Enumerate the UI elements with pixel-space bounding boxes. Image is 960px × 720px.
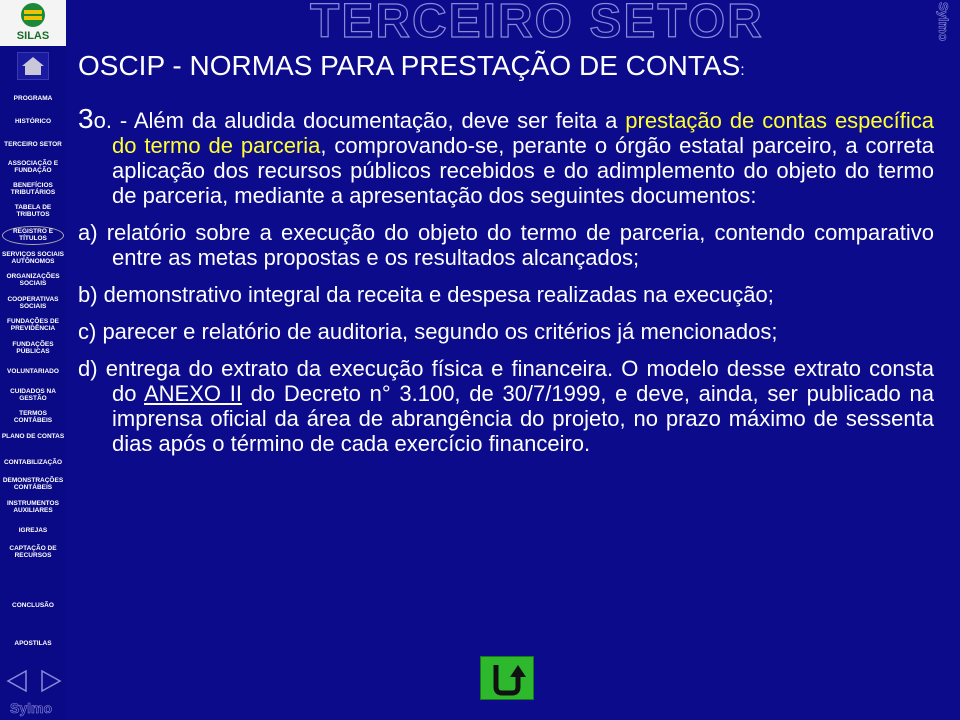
nav-plano-contas[interactable]: PLANO DE CONTAS: [1, 433, 65, 440]
nav-apostilas[interactable]: APOSTILAS: [14, 640, 52, 647]
nav-organizacoes-sociais[interactable]: ORGANIZAÇÕES SOCIAIS: [6, 273, 60, 287]
nav-beneficios-tributarios[interactable]: BENEFÍCIOS TRIBUTÁRIOS: [10, 182, 56, 196]
sylmo-watermark-top: Sylmo: [936, 2, 951, 42]
nav-fundacoes-previdencia[interactable]: FUNDAÇÕES DE PREVIDÊNCIA: [6, 318, 59, 332]
highlighted-text: prestação de contas específica do termo de parceria: [112, 108, 934, 158]
anexo-ii-link[interactable]: ANEXO II: [143, 381, 242, 406]
silas-logo: [0, 0, 66, 46]
nav-associacao-fundacao[interactable]: ASSOCIAÇÃO E FUNDAÇÃO: [7, 160, 59, 174]
nav-arrows: [4, 668, 64, 694]
paragraph-3: 3o. - Além da aludida documentação, deve ser feita a prestação de contas específica do termo de parceria, comprovando-se, perante o órgão estatal parceiro, a correta aplicação dos recursos públicos recebidos e do adimplemento do objeto do termo de parceria, mediante a apresentação dos seguintes documentos:: [78, 103, 934, 208]
nav-instrumentos-auxiliares[interactable]: INSTRUMENTOS AUXILIARES: [7, 500, 59, 514]
nav-termos-contabeis[interactable]: TERMOS CONTÁBEIS: [13, 410, 53, 424]
nav-captacao-recursos[interactable]: CAPTAÇÃO DE RECURSOS: [9, 545, 57, 559]
nav-terceiro-setor[interactable]: TERCEIRO SETOR: [4, 141, 62, 148]
slide-body: [78, 103, 934, 468]
item-c: c) parecer e relatório de auditoria, segundo os critérios já mencionados;: [78, 319, 778, 344]
item-b: b) demonstrativo integral da receita e despesa realizadas na execução;: [78, 282, 774, 307]
nav-registro-titulos[interactable]: REGISTRO E TÍTULOS: [2, 226, 64, 245]
nav-tabela-tributos[interactable]: TABELA DE TRIBUTOS: [14, 204, 52, 218]
nav-fundacoes-publicas[interactable]: FUNDAÇÕES PÚBLICAS: [12, 341, 54, 355]
sylmo-watermark-bottom: Sylmo: [10, 700, 53, 716]
slide-title: OSCIP - NORMAS PARA PRESTAÇÃO DE CONTAS:: [78, 50, 745, 81]
sidebar: [0, 0, 66, 720]
prev-arrow-icon[interactable]: [8, 671, 26, 691]
nav-servicos-sociais[interactable]: SERVIÇOS SOCIAIS AUTÔNOMOS: [1, 251, 64, 265]
item-d: d) entrega do extrato da execução física e financeira. O modelo desse extrato consta do ANEXO II do Decreto n° 3.100, de 30/7/1999, e deve, ainda, ser publicado na imprensa oficial da área de abrangência do projeto, no prazo máximo de sessenta dias após o término de cada exercício financeiro.: [78, 356, 934, 456]
logo-text: SILAS: [16, 30, 50, 42]
nav-igrejas[interactable]: IGREJAS: [18, 527, 48, 534]
nav-voluntariado[interactable]: VOLUNTARIADO: [7, 368, 59, 375]
home-button[interactable]: [17, 52, 49, 80]
nav-demonstracoes-contabeis[interactable]: DEMONSTRAÇÕES CONTÁBEIS: [2, 477, 64, 491]
nav-conclusao[interactable]: CONCLUSÃO: [12, 602, 54, 609]
nav-contabilizacao[interactable]: CONTABILIZAÇÃO: [3, 459, 62, 466]
nav-programa[interactable]: PROGRAMA: [13, 95, 53, 102]
terceiro-setor-banner: TERCEIRO SETOR: [310, 0, 764, 48]
nav-historico[interactable]: HISTÓRICO: [14, 118, 52, 125]
return-button[interactable]: [480, 656, 534, 700]
next-arrow-icon[interactable]: [42, 671, 60, 691]
nav-cuidados-gestao[interactable]: CUIDADOS NA GESTÃO: [10, 388, 56, 402]
logo-emblem-icon: [0, 0, 66, 30]
home-icon: [18, 53, 48, 79]
return-arrow-icon: [481, 657, 533, 699]
item-a: a) relatório sobre a execução do objeto do termo de parceria, contendo comparativo entre as metas propostas e os resultados alcançados;: [78, 220, 934, 270]
nav-cooperativas-sociais[interactable]: COOPERATIVAS SOCIAIS: [7, 296, 59, 310]
